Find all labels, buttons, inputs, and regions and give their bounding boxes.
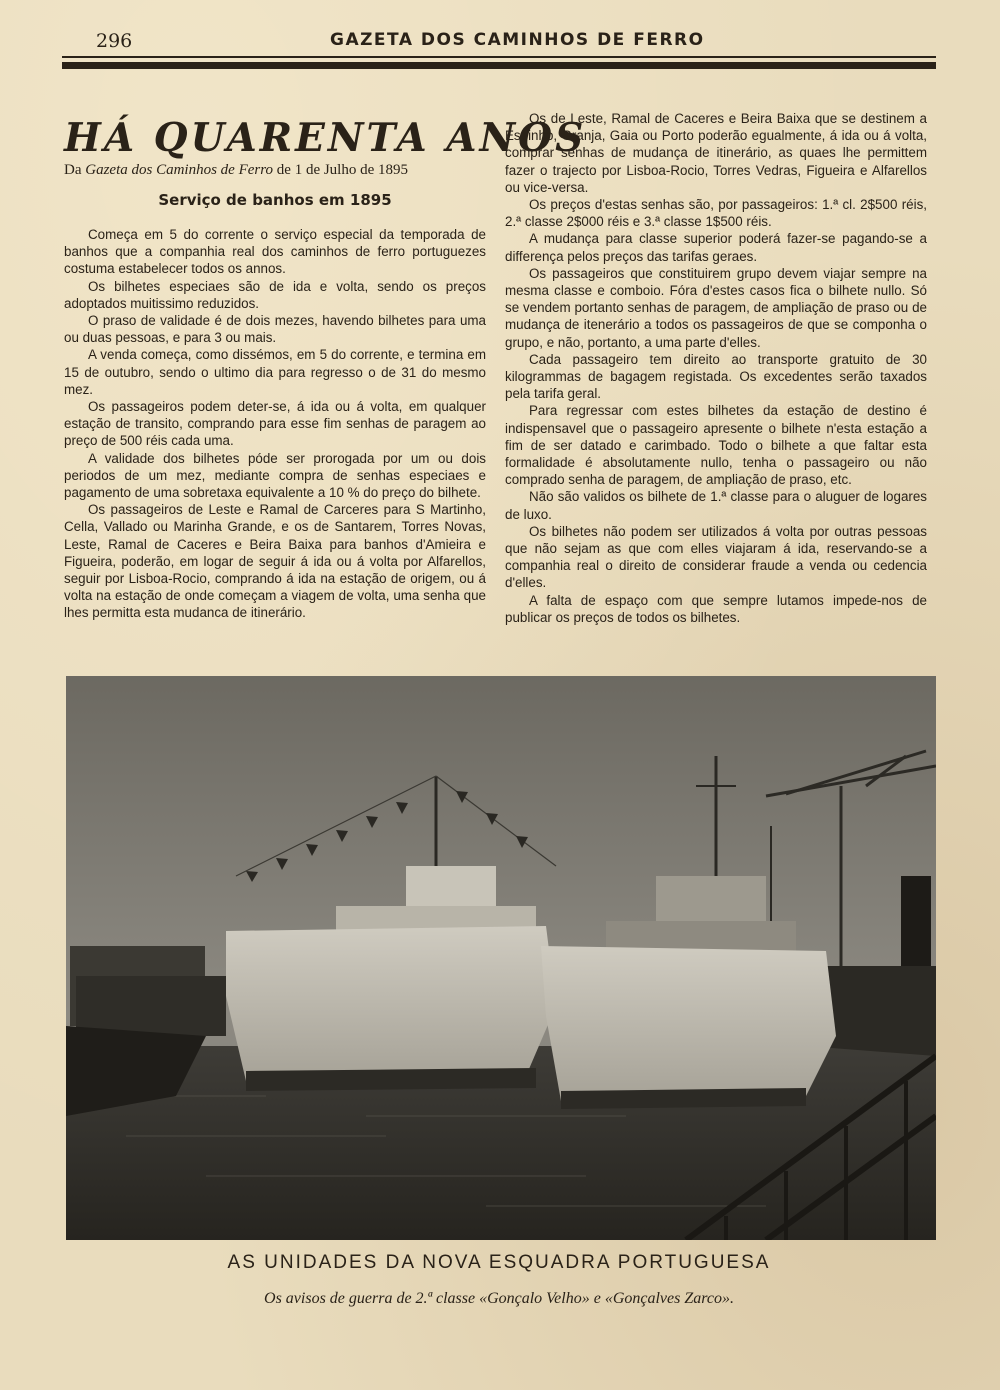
photo-caption-title: AS UNIDADES DA NOVA ESQUADRA PORTUGUESA [227, 1252, 771, 1273]
paragraph: O praso de validade é de dois mezes, havendo bilhetes para uma ou duas pessoas, e para 3 ou mais. [64, 313, 486, 346]
header-rule-thick [62, 62, 936, 69]
paragraph: Os passageiros de Leste e Ramal de Carceres para S Martinho, Cella, Vallado ou Marinha Grande, e os de Santarem, Torres Novas, Leste, Ramal de Caceres e Beira Baixa para banhos d'Amieira e Figueira, poderão, em logar de seguir á ida ou á volta por Alfarellos, seguir por Lisboa-Rocio, comprando á ida na estação de origem, ou á volta na estação de onde começam a viagem de volta, uma senha que lhes permitta esta mudanca de itinerário. [64, 502, 486, 621]
paragraph: Os preços d'estas senhas são, por passageiros: 1.ª cl. 2$500 réis, 2.ª classe 2$000 réis e 3.ª classe 1$500 réis. [505, 197, 927, 230]
paragraph: Os passageiros podem deter-se, á ida ou á volta, em qualquer estação de transito, comprando para esse fim senhas de paragem ao preço de 500 réis cada uma. [64, 399, 486, 449]
left-column [64, 110, 587, 622]
photo-caption-text: Os avisos de guerra de 2.ª classe «Gonçalo Velho» e «Gonçalves Zarco». [264, 1290, 734, 1307]
paragraph: Cada passageiro tem direito ao transporte gratuito de 30 kilogrammas de bagagem registada. Os excedentes serão taxados pela tarifa geral. [505, 351, 927, 402]
paragraph: Começa em 5 do corrente o serviço especial da temporada de banhos que a companhia real dos caminhos de ferro portuguezes costuma estabelecer todos os annos. [64, 227, 486, 277]
paragraph: A venda começa, como dissémos, em 5 do corrente, e termina em 15 de outubro, sendo o ultimo dia para regresso o de 31 do mesmo mez. [64, 347, 486, 397]
dateline-prefix: Da [64, 162, 82, 178]
paragraph: A mudança para classe superior poderá fazer-se pagando-se a differença pelos preços das tarifas geraes. [505, 231, 927, 264]
article-dateline [64, 160, 486, 180]
dateline-suffix: de 1 de Julho de 1895 [276, 162, 409, 178]
paragraph: A validade dos bilhetes póde ser prorogada por um ou dois periodos de um mez, mediante compra de senhas especiaes e pagamento de uma sobretaxa equivalente a 10 % do preço do bilhete. [64, 450, 486, 501]
article-title: HÁ QUARENTA ANOS [64, 115, 587, 161]
paragraph: Não são validos os bilhete de 1.ª classe para o aluguer de logares de luxo. [505, 489, 927, 522]
article-subtitle: Serviço de banhos em 1895 [158, 191, 392, 209]
paragraph: Para regressar com estes bilhetes da estação de destino é indispensavel que o passageiro apresente o bilhete n'esta estação a fim de ser datado e carimbado. Todo o bilhete a que faltar esta formalidade é absolutamente nullo, tenha o passageiro ou não comprado senha de paragem, de ampliação de praso, etc. [505, 403, 927, 488]
dateline-source: Gazeta dos Caminhos de Ferro [85, 162, 274, 178]
paragraph: Os bilhetes especiaes são de ida e volta, sendo os preços adoptados muitissimo reduzidos. [64, 278, 486, 311]
page-number: 296 [96, 30, 133, 52]
paragraph: Os bilhetes não podem ser utilizados á volta por outras pessoas que não sejam as que com elles viajaram á ida, reservando-se a companhia real o direito de considerar fraude a venda ou cedencia d'elles. [505, 523, 927, 591]
paragraph: A falta de espaço com que sempre lutamos impede-nos de publicar os preços de todos os bilhetes. [505, 592, 927, 625]
right-column [505, 110, 927, 626]
publication-title: GAZETA DOS CAMINHOS DE FERRO [330, 30, 705, 50]
warships-photo [66, 676, 936, 1240]
header-rule-thin [62, 56, 936, 58]
paragraph: Os passageiros que constituirem grupo devem viajar sempre na mesma classe e comboio. Fóra d'estes casos fica o bilhete nullo. Só se vendem portanto senhas de paragem, de ampliação de praso ou de mudança de itenerário a todos os passageiros de que se componha o grupo, e não, portanto, a uma parte d'elles. [505, 265, 927, 350]
paragraph: Os de Leste, Ramal de Caceres e Beira Baixa que se destinem a Espinho, Granja, Gaia ou Porto poderão egualmente, á ida ou á volta, comprar senhas de mudança de itinerário, as quaes lhe permittem fazer o trajecto por Lisboa-Rocio, Torres Vedras, Figueira e Alfarellos ou vice-versa. [505, 111, 927, 195]
